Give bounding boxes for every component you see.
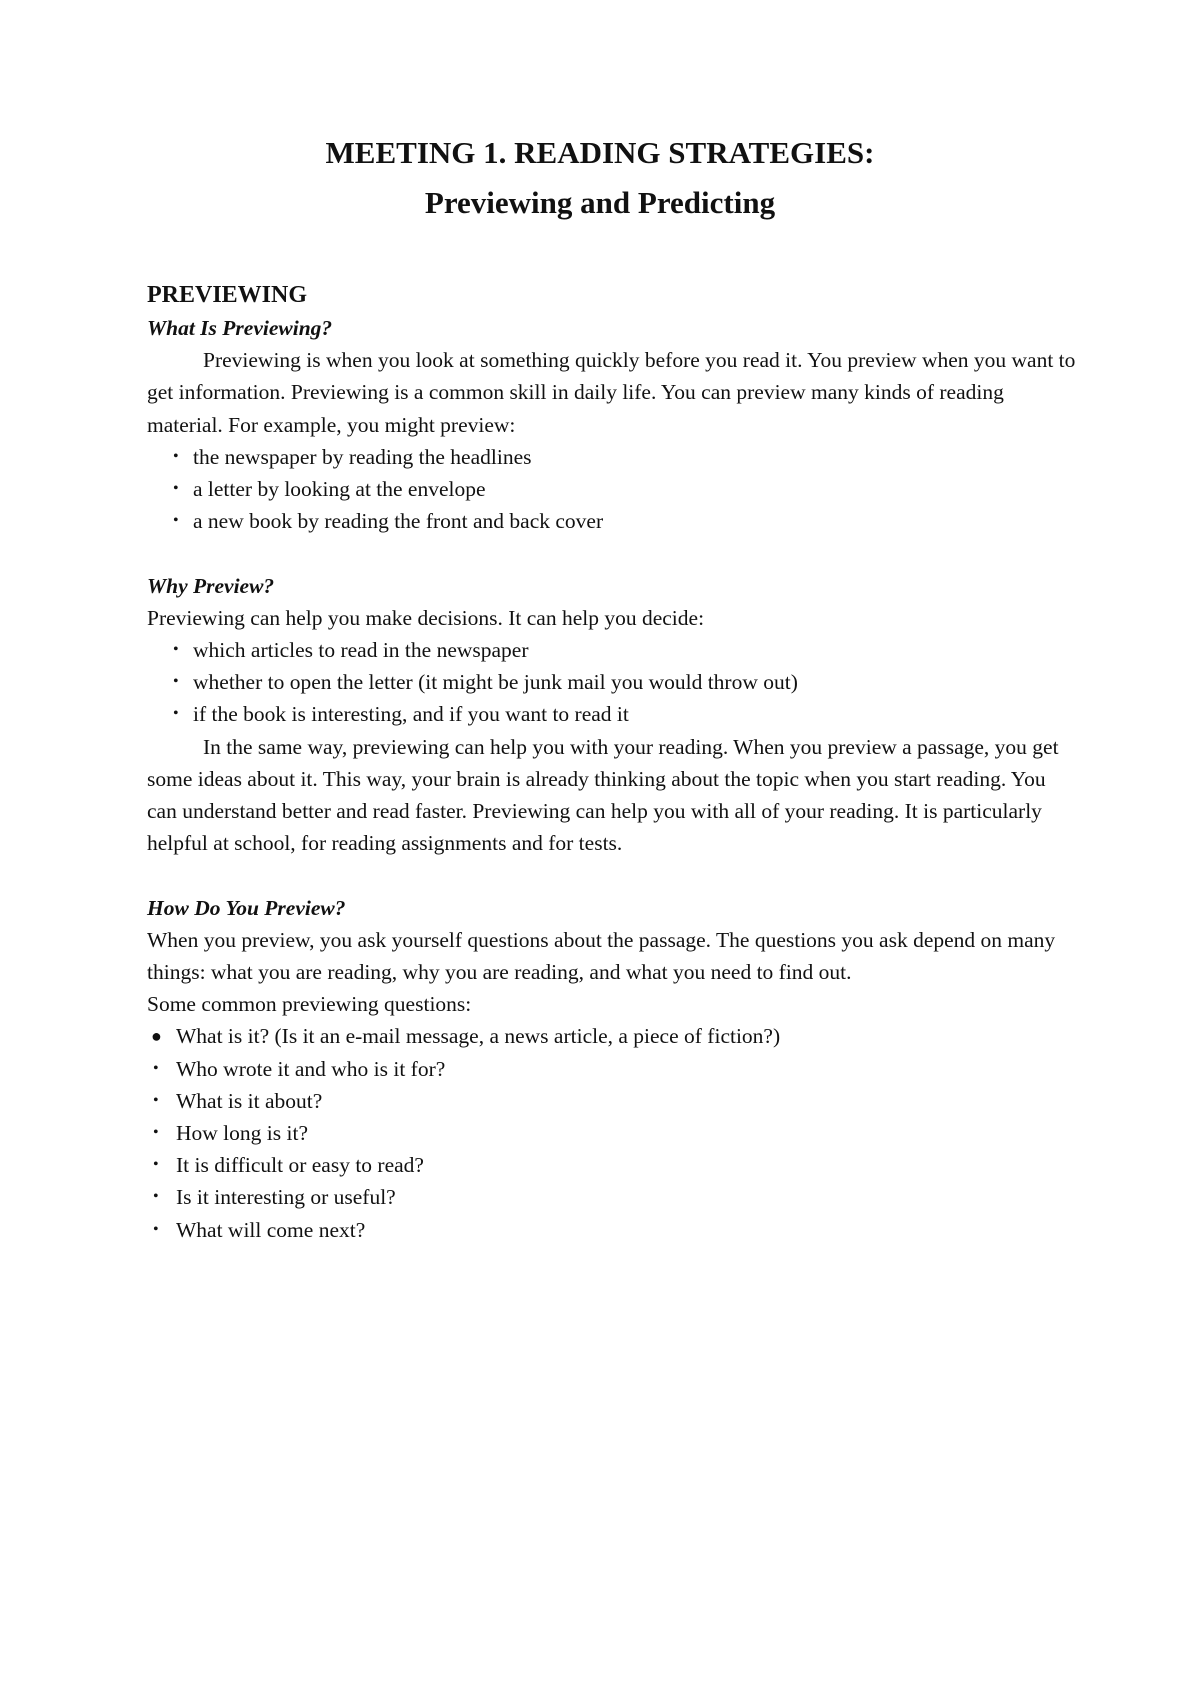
list-item-text: whether to open the letter (it might be junk mail you would throw out) xyxy=(193,670,798,695)
bullet-icon: • xyxy=(153,1091,159,1109)
spacer xyxy=(147,537,1077,569)
title-line-2: Previewing and Predicting xyxy=(424,185,776,220)
bullet-icon: • xyxy=(153,1188,159,1206)
paragraph-why-preview: In the same way, previewing can help you with your reading. When you preview a passage, you get some ideas about it. This way, your brain is already thinking about the topic when you start reading. You can understand better and read faster. Previewing can help you with all of your reading. It is particularly helpful at school, for reading assignments and for tests. xyxy=(147,734,1059,856)
list-item-text: What is it? (Is it an e-mail message, a news article, a piece of fiction?) xyxy=(176,1024,781,1049)
list-item-text: It is difficult or easy to read? xyxy=(176,1153,424,1178)
list-item xyxy=(147,1020,1077,1052)
list-item-text: How long is it? xyxy=(176,1121,308,1146)
subheading-what-is-previewing: What Is Previewing? xyxy=(147,316,333,340)
bullet-icon: • xyxy=(153,1156,159,1174)
list-preview-decisions xyxy=(147,634,1077,731)
list-item-text: the newspaper by reading the headlines xyxy=(193,444,532,469)
bullet-icon: • xyxy=(173,641,179,659)
list-item-text: What will come next? xyxy=(176,1217,366,1242)
list-item-text: a new book by reading the front and back cover xyxy=(193,509,604,534)
list-item xyxy=(147,666,1077,698)
list-item xyxy=(147,505,1077,537)
paragraph-how-do-you-preview: When you preview, you ask yourself questions about the passage. The questions you ask depend on many things: what you are reading, why you are reading, and what you need to find out. xyxy=(147,927,1056,985)
list-item-text: a letter by looking at the envelope xyxy=(193,477,486,502)
bullet-icon: • xyxy=(153,1059,159,1077)
list-item-text: Is it interesting or useful? xyxy=(176,1185,396,1210)
paragraph-questions-intro: Some common previewing questions: xyxy=(147,992,472,1017)
bullet-icon: • xyxy=(153,1220,159,1238)
paragraph-why-preview-intro: Previewing can help you make decisions. It can help you decide: xyxy=(147,605,705,630)
document-body xyxy=(147,278,1077,1246)
paragraph-what-is-previewing: Previewing is when you look at something quickly before you read it. You preview when you want to get information. Previewing is a common skill in daily life. You can preview many kinds of reading material. For example, you might preview: xyxy=(147,348,1076,437)
spacer xyxy=(147,859,1077,891)
list-item-text: Who wrote it and who is it for? xyxy=(176,1056,446,1081)
bullet-icon: • xyxy=(173,705,179,723)
subheading-why-preview: Why Preview? xyxy=(147,573,275,598)
list-item xyxy=(147,473,1077,505)
bullet-icon: • xyxy=(173,480,179,498)
list-item xyxy=(147,1053,1077,1085)
section-heading-previewing: PREVIEWING xyxy=(147,282,308,308)
list-item xyxy=(147,698,1077,730)
list-item xyxy=(147,1214,1077,1246)
list-preview-questions xyxy=(147,1020,1077,1245)
subheading-how-do-you-preview: How Do You Preview? xyxy=(147,895,346,920)
bullet-icon: • xyxy=(173,447,179,465)
list-item xyxy=(147,441,1077,473)
list-item xyxy=(147,1117,1077,1149)
document-title xyxy=(0,128,1200,228)
bullet-icon: • xyxy=(153,1124,159,1142)
list-item-text: if the book is interesting, and if you want to read it xyxy=(193,702,629,727)
list-item xyxy=(147,1149,1077,1181)
bullet-icon: • xyxy=(173,673,179,691)
bullet-icon: ● xyxy=(151,1026,162,1047)
list-item-text: What is it about? xyxy=(176,1088,323,1113)
list-item xyxy=(147,1085,1077,1117)
title-line-1: MEETING 1. READING STRATEGIES: xyxy=(325,135,875,170)
list-item xyxy=(147,634,1077,666)
bullet-icon: • xyxy=(173,512,179,530)
list-item xyxy=(147,1181,1077,1213)
list-item-text: which articles to read in the newspaper xyxy=(193,638,529,663)
list-preview-examples xyxy=(147,441,1077,538)
